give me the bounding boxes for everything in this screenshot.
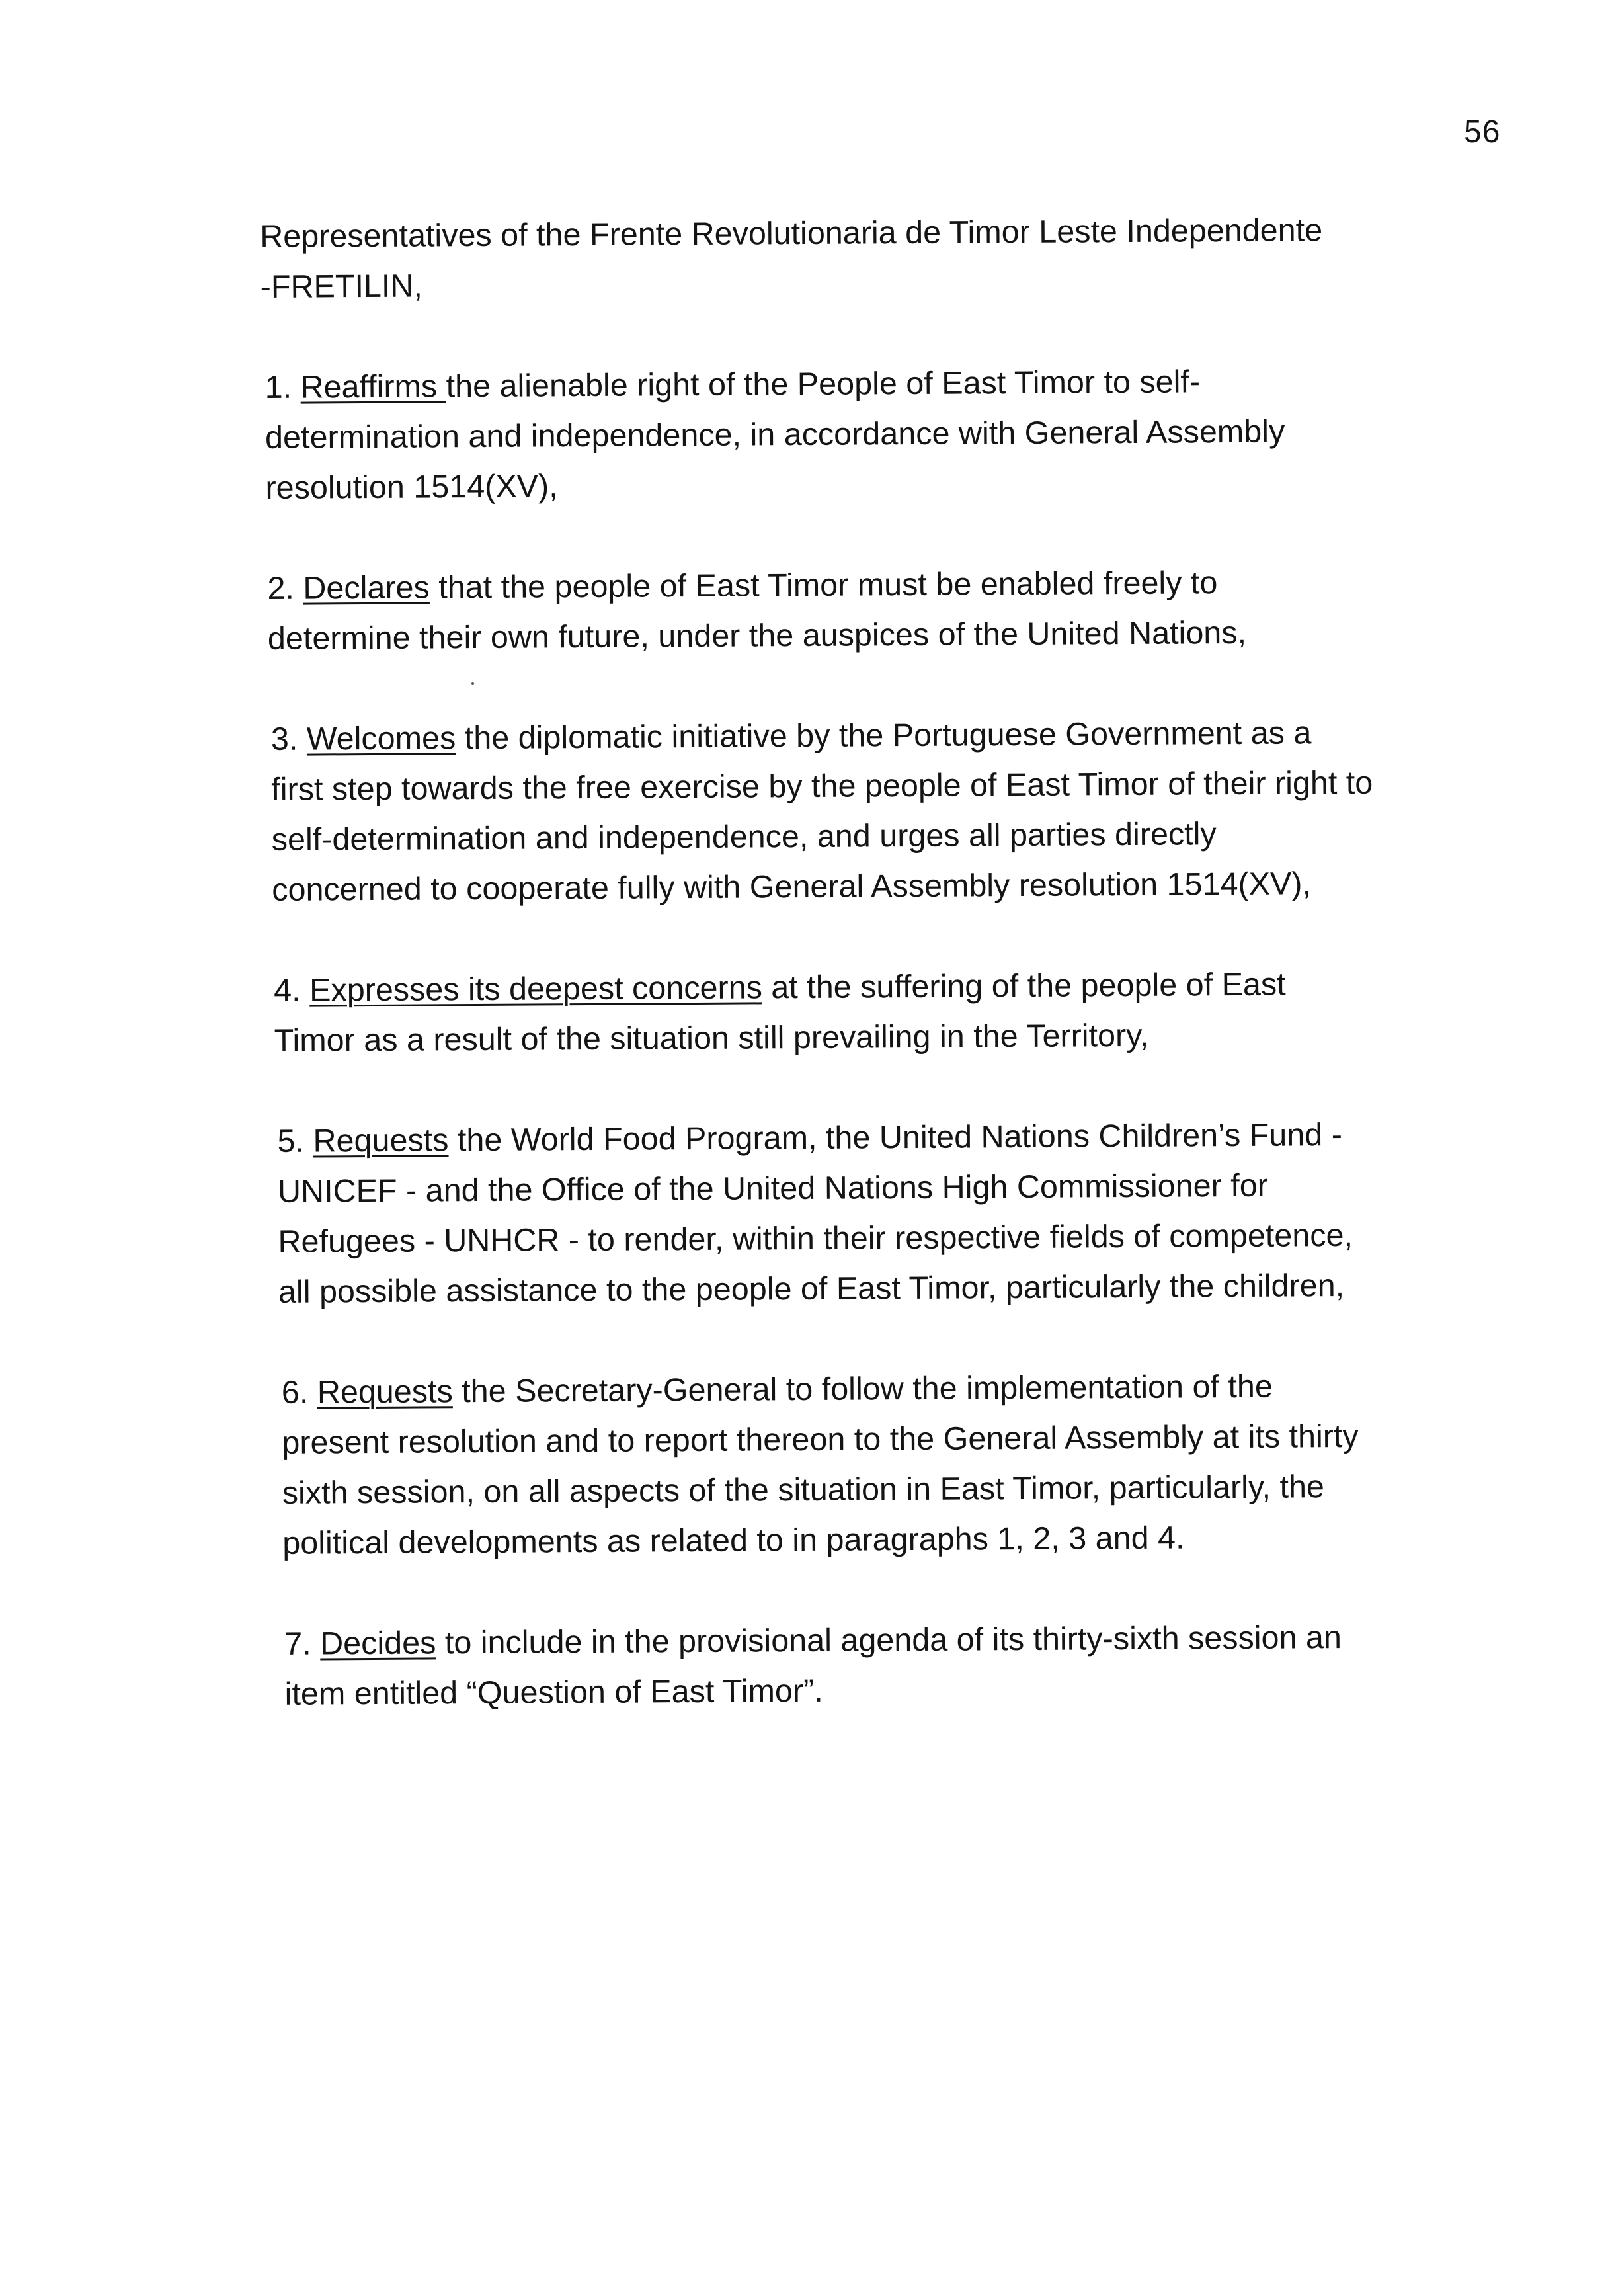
paragraph-7 [268, 1612, 1499, 1719]
paragraph-first-line [264, 355, 1490, 413]
paragraph-text: that the people of East Timor must be enabled freely to [429, 565, 1218, 606]
paragraph-text: the diplomatic initiative by the Portuguese Government as a [456, 715, 1312, 757]
paragraph-line: concerned to cooperate fully with General Assembly resolution 1514(XV), [272, 866, 1312, 908]
paragraph-number: 6. [281, 1374, 309, 1411]
paragraph-keyword: Expresses its deepest concerns [309, 969, 763, 1008]
paragraph-keyword: Reaffirms [300, 368, 446, 405]
paragraph-6 [267, 1360, 1498, 1569]
paragraph-number: 7. [284, 1625, 311, 1662]
paragraph-2 [262, 556, 1492, 664]
paragraph-keyword: Welcomes [306, 720, 456, 757]
paragraph-4 [264, 958, 1495, 1066]
paragraph-text: the World Food Program, the United Nations Children’s Fund - [448, 1117, 1343, 1159]
paragraph-number: 5. [277, 1123, 305, 1159]
paragraph-line: determine their own future, under the auspices of the United Nations, [267, 614, 1247, 657]
paragraph-text: the alienable right of the People of East Timor to self- [446, 364, 1201, 405]
paragraph-1 [261, 355, 1491, 513]
paragraph-first-line [277, 1109, 1495, 1167]
paragraph-keyword: Declares [303, 569, 430, 606]
intro-paragraph [260, 204, 1490, 312]
paragraph-number: 4. [274, 972, 301, 1008]
paragraph-first-line [267, 556, 1492, 614]
paragraph-line: resolution 1514(XV), [265, 468, 558, 506]
paragraph-text: the Secretary-General to follow the implementation of the [452, 1368, 1273, 1410]
paragraph-line: political developments as related to in paragraphs 1, 2, 3 and 4. [282, 1520, 1185, 1561]
paragraph-number: 2. [267, 570, 295, 606]
paragraph-line: first step towards the free exercise by the people of East Timor of their right to [271, 764, 1373, 807]
page-number: 56 [1464, 114, 1501, 149]
paragraph-line: item entitled “Question of East Timor”. [284, 1672, 823, 1712]
paragraph-line: self-determination and independence, and urges all parties directly [271, 816, 1217, 858]
scan-speck [471, 682, 474, 685]
paragraph-line: all possible assistance to the people of East Timor, particularly the children, [278, 1268, 1345, 1310]
paragraph-5 [265, 1109, 1496, 1317]
paragraph-keyword: Requests [313, 1122, 449, 1159]
intro-line: Representatives of the Frente Revolutionaria de Timor Leste Independente [260, 212, 1323, 255]
paragraph-line: determination and independence, in accordance with General Assembly [264, 413, 1285, 456]
paragraph-line: Timor as a result of the situation still prevailing in the Territory, [274, 1017, 1149, 1059]
paragraph-text: to include in the provisional agenda of its thirty-sixth session an [436, 1620, 1342, 1661]
paragraph-number: 3. [270, 721, 298, 757]
paragraph-first-line [282, 1360, 1497, 1418]
paragraph-3 [263, 707, 1494, 915]
paragraph-text: at the suffering of the people of East [762, 966, 1286, 1006]
paragraph-first-line [284, 1612, 1498, 1669]
intro-line: -FRETILIN, [260, 268, 423, 305]
resolution-body [260, 204, 1499, 1770]
paragraph-line: Refugees - UNHCR - to render, within their respective fields of competence, [278, 1217, 1353, 1260]
paragraph-number: 1. [264, 369, 292, 405]
paragraph-line: UNICEF - and the Office of the United Nations High Commissioner for [277, 1167, 1269, 1210]
paragraph-first-line [274, 958, 1494, 1016]
paragraph-first-line [271, 707, 1493, 764]
paragraph-keyword: Requests [317, 1374, 453, 1411]
paragraph-line: present resolution and to report thereon to the General Assembly at its thirty [282, 1418, 1359, 1461]
paragraph-keyword: Decides [320, 1625, 436, 1662]
paragraph-line: sixth session, on all aspects of the situation in East Timor, particularly, the [282, 1469, 1325, 1511]
